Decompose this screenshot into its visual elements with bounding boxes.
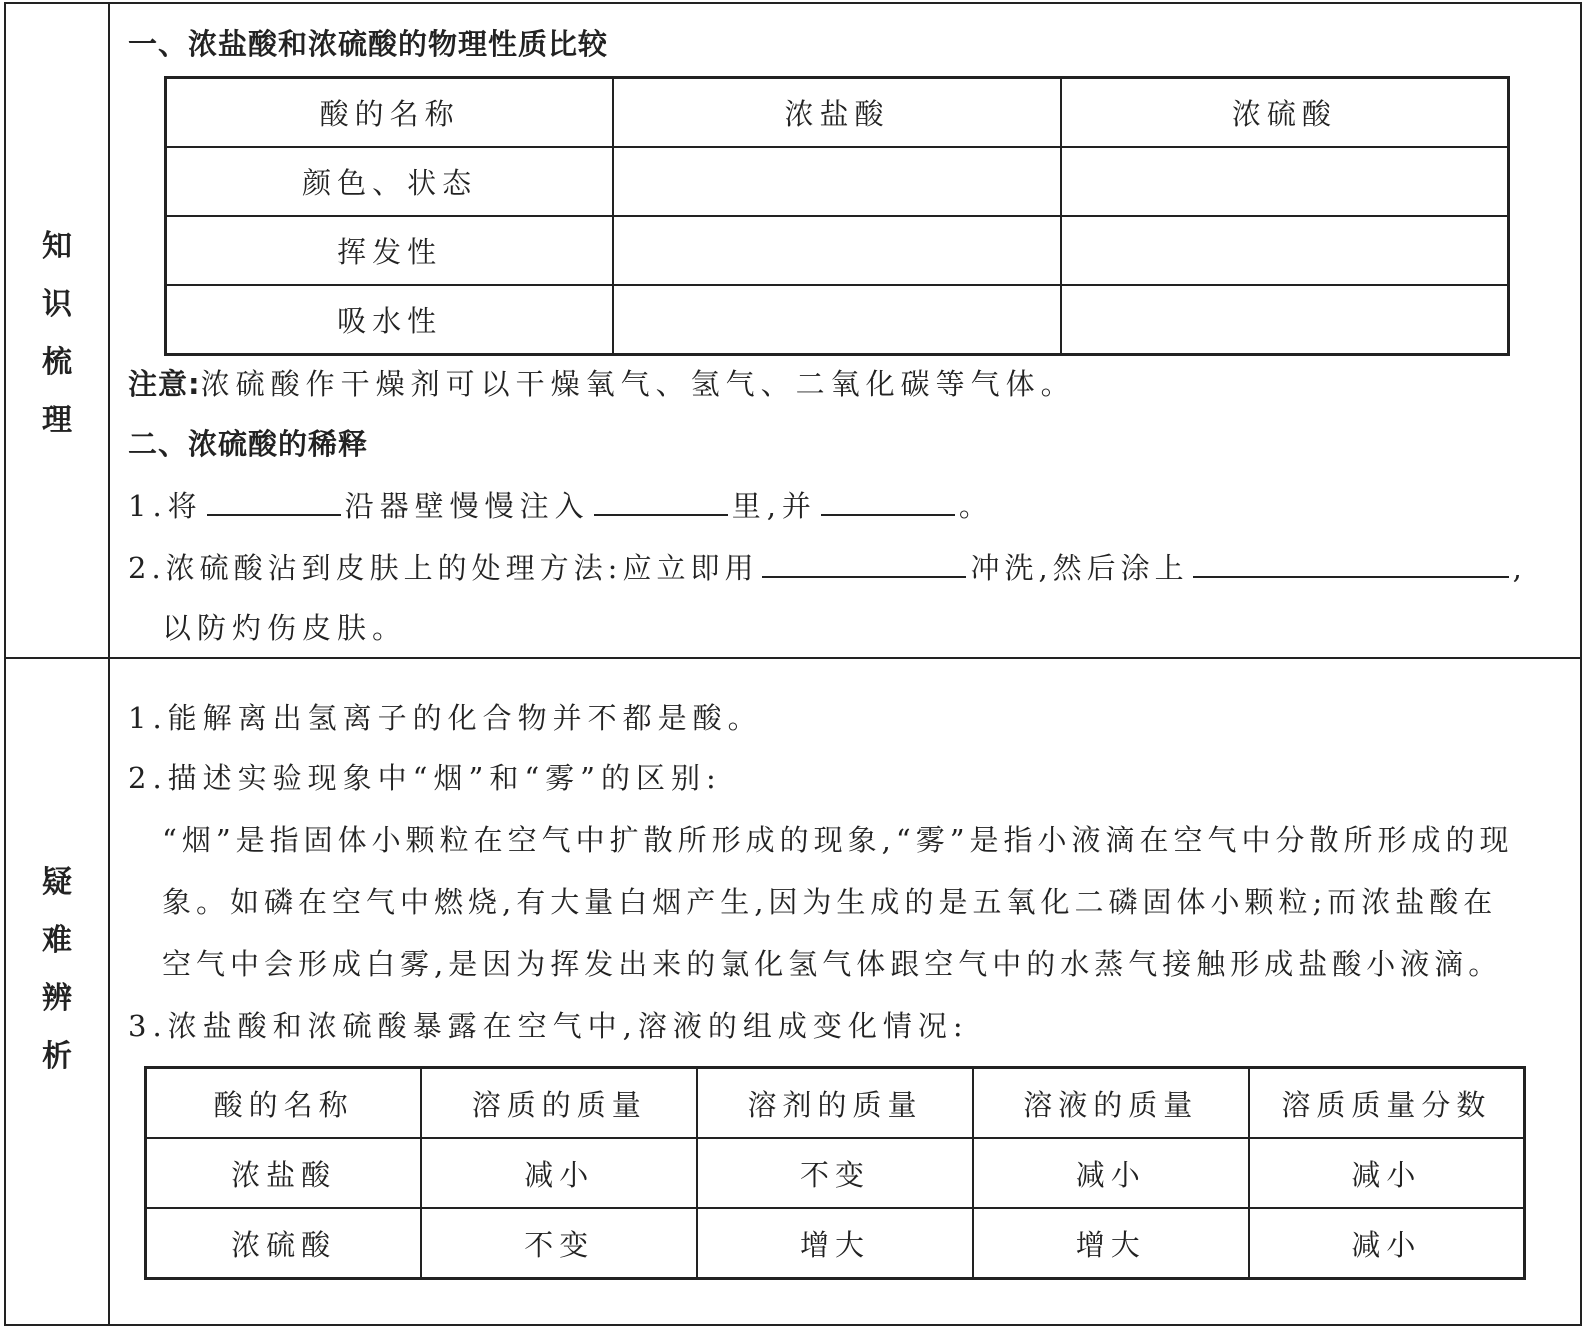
- table-cell: 减小: [973, 1138, 1249, 1208]
- table-cell-blank: [613, 147, 1061, 216]
- table-cell: 不变: [421, 1208, 697, 1279]
- table-cell-blank: [1061, 216, 1509, 285]
- table-cell: 减小: [1249, 1208, 1525, 1279]
- table-cell-blank: [1061, 147, 1509, 216]
- table-header-cell: 溶液的质量: [973, 1068, 1249, 1139]
- section1-heading: 一、浓盐酸和浓硫酸的物理性质比较: [128, 27, 609, 61]
- item-text: ,: [1512, 551, 1527, 585]
- table-cell: 挥发性: [166, 216, 614, 285]
- item-text: 1.将: [128, 489, 203, 523]
- table-header-cell: 浓硫酸: [1061, 78, 1509, 148]
- table-header-cell: 溶质质量分数: [1249, 1068, 1525, 1139]
- section2-heading: 二、浓硫酸的稀释: [128, 427, 369, 461]
- table-cell-blank: [1061, 285, 1509, 355]
- table-header-cell: 酸的名称: [166, 78, 614, 148]
- table-cell: 吸水性: [166, 285, 614, 355]
- side-label-analysis: [30, 854, 84, 1086]
- table-header-cell: 溶剂的质量: [697, 1068, 973, 1139]
- table-header-cell: 酸的名称: [146, 1068, 422, 1139]
- side-label-char: 析: [42, 1039, 72, 1074]
- dilution-item-1: [128, 484, 994, 525]
- side-label-char: 疑: [42, 865, 72, 900]
- fill-blank: [762, 550, 966, 578]
- analysis-item-2: 2.描述实验现象中“烟”和“雾”的区别:: [128, 761, 722, 795]
- table-cell: 减小: [421, 1138, 697, 1208]
- dilution-item-2: [128, 546, 1527, 587]
- fill-blank: [594, 488, 728, 516]
- fill-blank: [207, 488, 341, 516]
- side-label-char: 辨: [42, 981, 72, 1016]
- analysis-paragraph-line: 空气中会形成白雾,是因为挥发出来的氯化氢气体跟空气中的水蒸气接触形成盐酸小液滴。: [162, 947, 1503, 981]
- side-label-char: 理: [42, 403, 72, 438]
- item-text: 里,并: [731, 489, 817, 523]
- item-text: 冲洗,然后涂上: [970, 551, 1189, 585]
- analysis-paragraph-line: 象。如磷在空气中燃烧,有大量白烟产生,因为生成的是五氧化二磷固体小颗粒;而浓盐酸在: [162, 885, 1498, 919]
- table-row: [166, 216, 1509, 285]
- side-label-char: 梳: [42, 345, 72, 380]
- item-text: 2.浓硫酸沾到皮肤上的处理方法:应立即用: [128, 551, 759, 585]
- table-cell: 浓盐酸: [146, 1138, 422, 1208]
- table-cell-blank: [613, 285, 1061, 355]
- item-text: 沿器壁慢慢注入: [344, 489, 590, 523]
- note-text: 浓硫酸作干燥剂可以干燥氧气、氢气、二氧化碳等气体。: [200, 367, 1076, 401]
- fill-blank: [1193, 550, 1509, 578]
- note-label: 注意:: [128, 367, 201, 401]
- dilution-item-2-cont: 以防灼伤皮肤。: [162, 611, 408, 645]
- table-cell: 颜色、状态: [166, 147, 614, 216]
- table-row: [166, 78, 1509, 148]
- table-row: [166, 147, 1509, 216]
- composition-change-table: [144, 1066, 1526, 1280]
- table-cell: 浓硫酸: [146, 1208, 422, 1279]
- side-label-char: 识: [42, 287, 72, 322]
- table-row: [146, 1138, 1525, 1208]
- section-divider: [4, 657, 1582, 659]
- table-cell: 增大: [973, 1208, 1249, 1279]
- table-row: [146, 1208, 1525, 1279]
- side-label-knowledge: [30, 218, 84, 450]
- table-cell: 减小: [1249, 1138, 1525, 1208]
- table-header-cell: 浓盐酸: [613, 78, 1061, 148]
- analysis-paragraph-line: “烟”是指固体小颗粒在空气中扩散所形成的现象,“雾”是指小液滴在空气中分散所形成的现: [162, 823, 1514, 857]
- analysis-item-1: 1.能解离出氢离子的化合物并不都是酸。: [128, 701, 763, 735]
- label-column-divider: [108, 2, 110, 1326]
- table-row: [146, 1068, 1525, 1139]
- table-cell-blank: [613, 216, 1061, 285]
- properties-table: [164, 76, 1510, 356]
- fill-blank: [821, 488, 955, 516]
- note-line: [128, 362, 1076, 403]
- side-label-char: 知: [42, 229, 72, 264]
- table-row: [166, 285, 1509, 355]
- side-label-char: 难: [42, 923, 72, 958]
- item-text: 。: [958, 489, 994, 523]
- table-cell: 增大: [697, 1208, 973, 1279]
- table-cell: 不变: [697, 1138, 973, 1208]
- table-header-cell: 溶质的质量: [421, 1068, 697, 1139]
- analysis-item-3: 3.浓盐酸和浓硫酸暴露在空气中,溶液的组成变化情况:: [128, 1009, 969, 1043]
